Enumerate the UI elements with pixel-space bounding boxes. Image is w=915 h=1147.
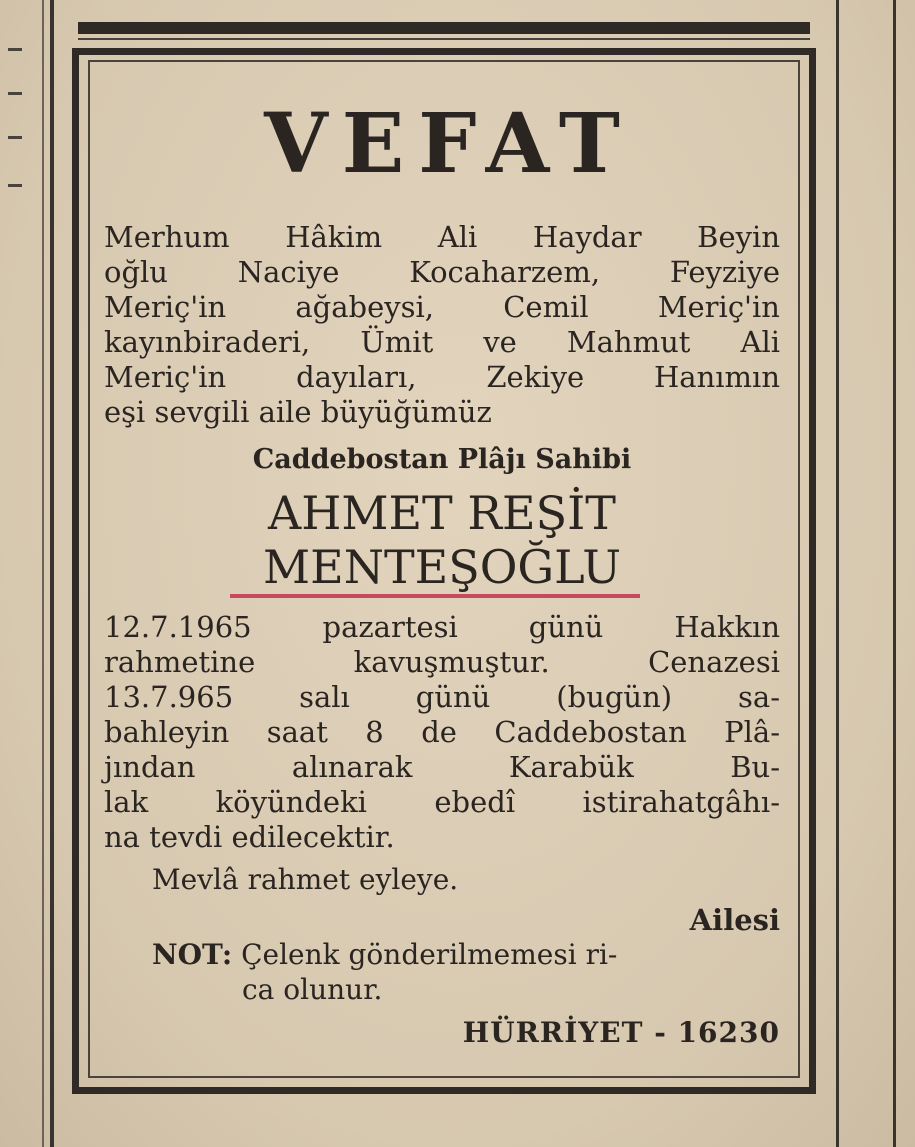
column-rule-far-right — [893, 0, 896, 1147]
intro-paragraph — [104, 220, 780, 430]
body-line: na tevdi edilecektir. — [104, 820, 395, 854]
body-line: bahleyin saat 8 de Caddebostan Plâ- — [104, 715, 780, 749]
intro-line: kayınbiraderi, Ümit ve Mahmut Ali — [104, 325, 780, 359]
column-rule-right — [836, 0, 839, 1147]
subtitle: Caddebostan Plâjı Sahibi — [252, 444, 632, 475]
top-border-line — [78, 38, 810, 40]
body-line: rahmetine kavuşmuştur. Cenazesi — [104, 645, 780, 679]
note-label: NOT: — [152, 938, 233, 971]
body-paragraph — [104, 610, 780, 855]
footer-ad-code: HÜRRİYET - 16230 — [462, 1016, 780, 1049]
deceased-name-line1: AHMET REŞİT — [268, 486, 616, 540]
intro-line: oğlu Naciye Kocaharzem, Feyziye — [104, 255, 780, 289]
deceased-name-line2: MENTEŞOĞLU — [263, 540, 621, 594]
body-line: 12.7.1965 pazartesi günü Hakkın — [104, 610, 780, 644]
column-rule-left — [50, 0, 54, 1147]
body-line: jından alınarak Karabük Bu- — [104, 750, 780, 784]
note-text-1: Çelenk gönderilmemesi ri- — [241, 938, 618, 971]
margin-tick — [8, 92, 22, 95]
obituary-content — [104, 98, 780, 1051]
margin-tick — [8, 136, 22, 139]
intro-line: Meriç'in dayıları, Zekiye Hanımın — [104, 360, 780, 394]
intro-line: Meriç'in ağabeysi, Cemil Meriç'in — [104, 290, 780, 324]
margin-tick — [8, 48, 22, 51]
signature: Ailesi — [689, 903, 780, 937]
closing-prayer: Mevlâ rahmet eyleye. — [152, 863, 459, 896]
note — [152, 937, 780, 1007]
note-line-2: ca olunur. — [242, 973, 383, 1006]
intro-line: eşi sevgili aile büyüğümüz — [104, 395, 492, 429]
margin-tick — [8, 184, 22, 187]
page-title: VEFAT — [264, 96, 634, 192]
body-line: 13.7.965 salı günü (bugün) sa- — [104, 680, 780, 714]
note-line-1 — [152, 937, 780, 972]
top-border-bar — [78, 22, 810, 34]
body-line: lak köyündeki ebedî istirahatgâhı- — [104, 785, 780, 819]
intro-line: Merhum Hâkim Ali Haydar Beyin — [104, 220, 780, 254]
column-rule-left-thin — [42, 0, 44, 1147]
red-pencil-underline — [230, 594, 640, 598]
